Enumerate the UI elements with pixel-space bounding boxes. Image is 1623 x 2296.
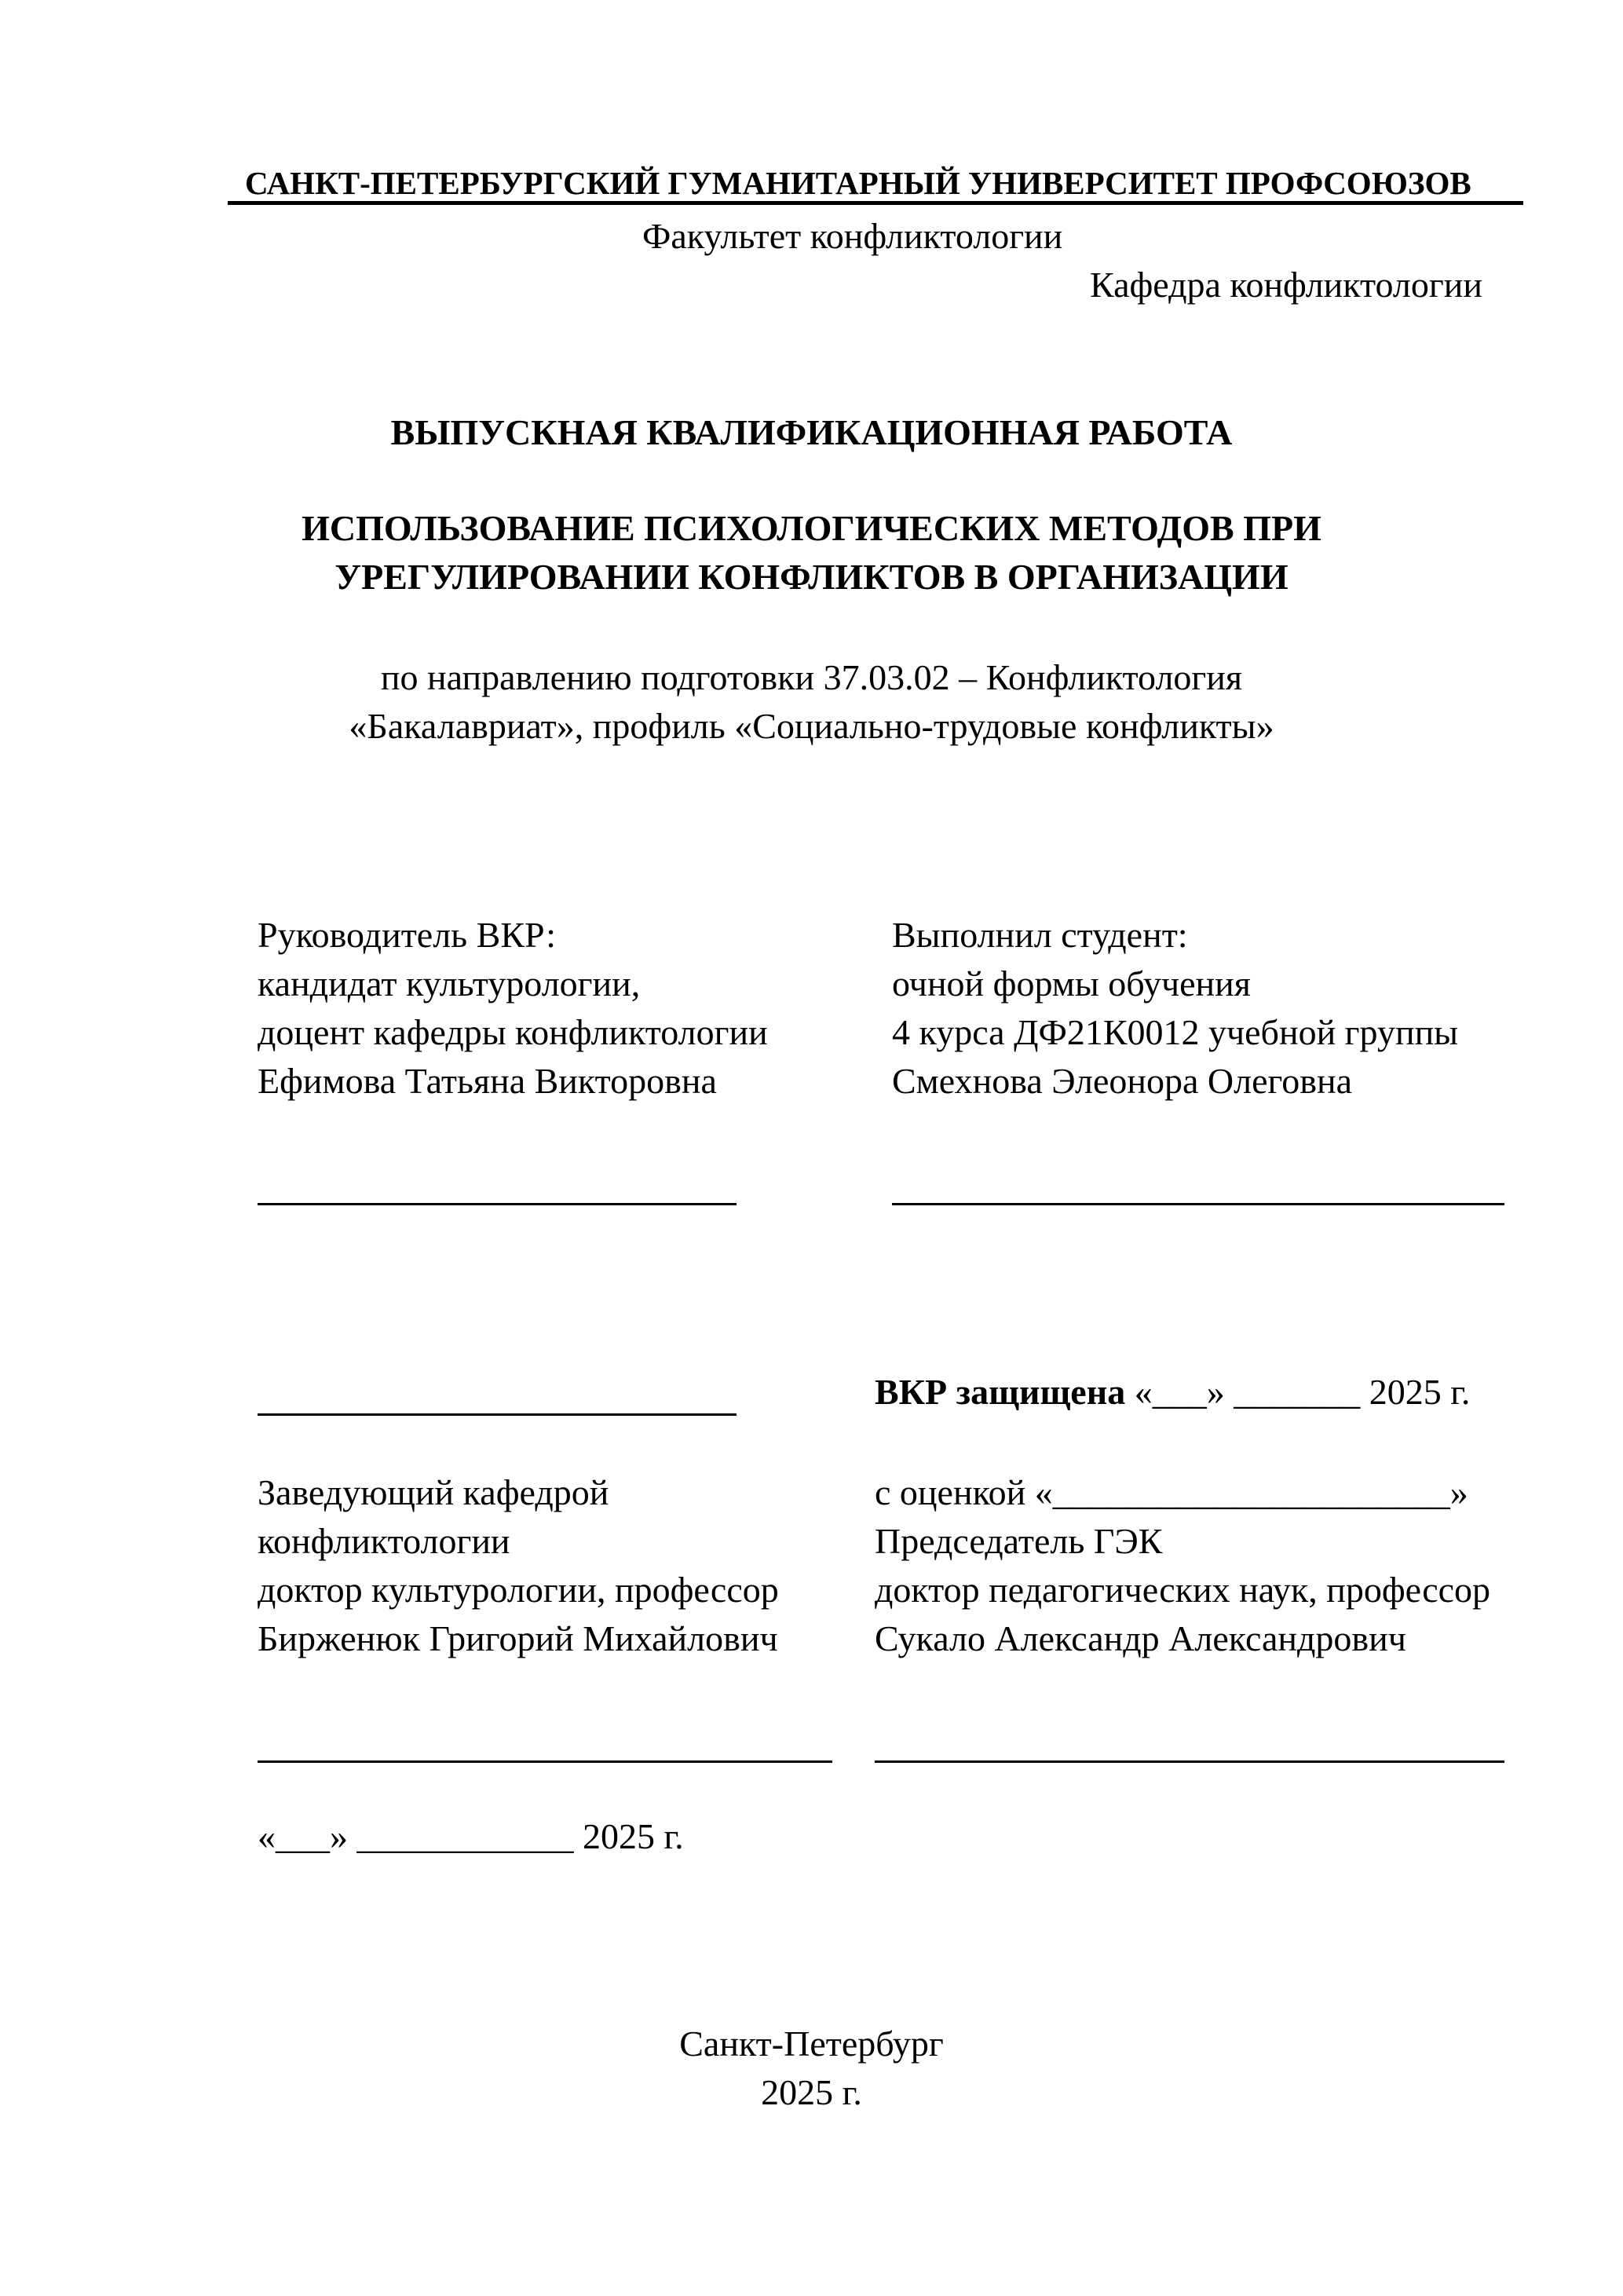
gek-chair-signature-line — [875, 1760, 1504, 1763]
gek-chair-degree: доктор педагогических наук, профессор — [875, 1570, 1491, 1610]
student-signature-line — [892, 1203, 1504, 1205]
head-label: Заведующий кафедрой — [258, 1472, 609, 1512]
university-name: САНКТ-ПЕТЕРБУРГСКИЙ ГУМАНИТАРНЫЙ УНИВЕРСИТЕТ ПРОФСОЮЗОВ — [245, 165, 1471, 201]
supervisor-label: Руководитель ВКР: — [258, 915, 557, 955]
head-degree: доктор культурологии, профессор — [258, 1570, 779, 1610]
work-type: ВЫПУСКНАЯ КВАЛИФИКАЦИОННАЯ РАБОТА — [390, 412, 1233, 452]
direction-line-1: по направлению подготовки 37.03.02 – Конфликтология — [380, 657, 1243, 697]
topic-line-2: УРЕГУЛИРОВАНИИ КОНФЛИКТОВ В ОРГАНИЗАЦИИ — [334, 557, 1289, 597]
head-name: Бирженюк Григорий Михайлович — [258, 1618, 778, 1658]
defense-statement — [875, 1368, 1470, 1417]
defense-grade: с оценкой «______________________» — [875, 1472, 1468, 1512]
defense-label: ВКР защищена — [875, 1372, 1126, 1412]
gek-chair-label: Председатель ГЭК — [875, 1521, 1163, 1561]
supervisor-position: доцент кафедры конфликтологии — [258, 1012, 768, 1052]
student-group: 4 курса ДФ21К0012 учебной группы — [892, 1012, 1459, 1052]
approval-date: «___» ____________ 2025 г. — [258, 1816, 684, 1856]
gek-chair-name: Сукало Александр Александрович — [875, 1618, 1406, 1658]
supervisor-signature-line — [258, 1203, 737, 1205]
head-department: конфликтологии — [258, 1521, 510, 1561]
head-signature-line — [258, 1760, 832, 1763]
footer-city: Санкт-Петербург — [679, 2024, 944, 2064]
supervisor-name: Ефимова Татьяна Викторовна — [258, 1061, 717, 1101]
student-form: очной формы обучения — [892, 963, 1251, 1004]
topic-line-1: ИСПОЛЬЗОВАНИЕ ПСИХОЛОГИЧЕСКИХ МЕТОДОВ ПРИ — [302, 508, 1321, 548]
supervisor-degree: кандидат культурологии, — [258, 963, 641, 1004]
student-label: Выполнил студент: — [892, 915, 1188, 955]
direction-line-2: «Бакалавриат», профиль «Социально-трудовые конфликты» — [349, 706, 1274, 746]
student-name: Смехнова Элеонора Олеговна — [892, 1061, 1352, 1101]
faculty-name: Факультет конфликтологии — [642, 216, 1063, 256]
department-name: Кафедра конфликтологии — [1090, 265, 1482, 305]
defense-left-signature-line — [258, 1413, 737, 1416]
defense-date: «___» _______ 2025 г. — [1134, 1372, 1471, 1412]
footer-year: 2025 г. — [761, 2072, 862, 2112]
header-rule — [228, 201, 1523, 205]
